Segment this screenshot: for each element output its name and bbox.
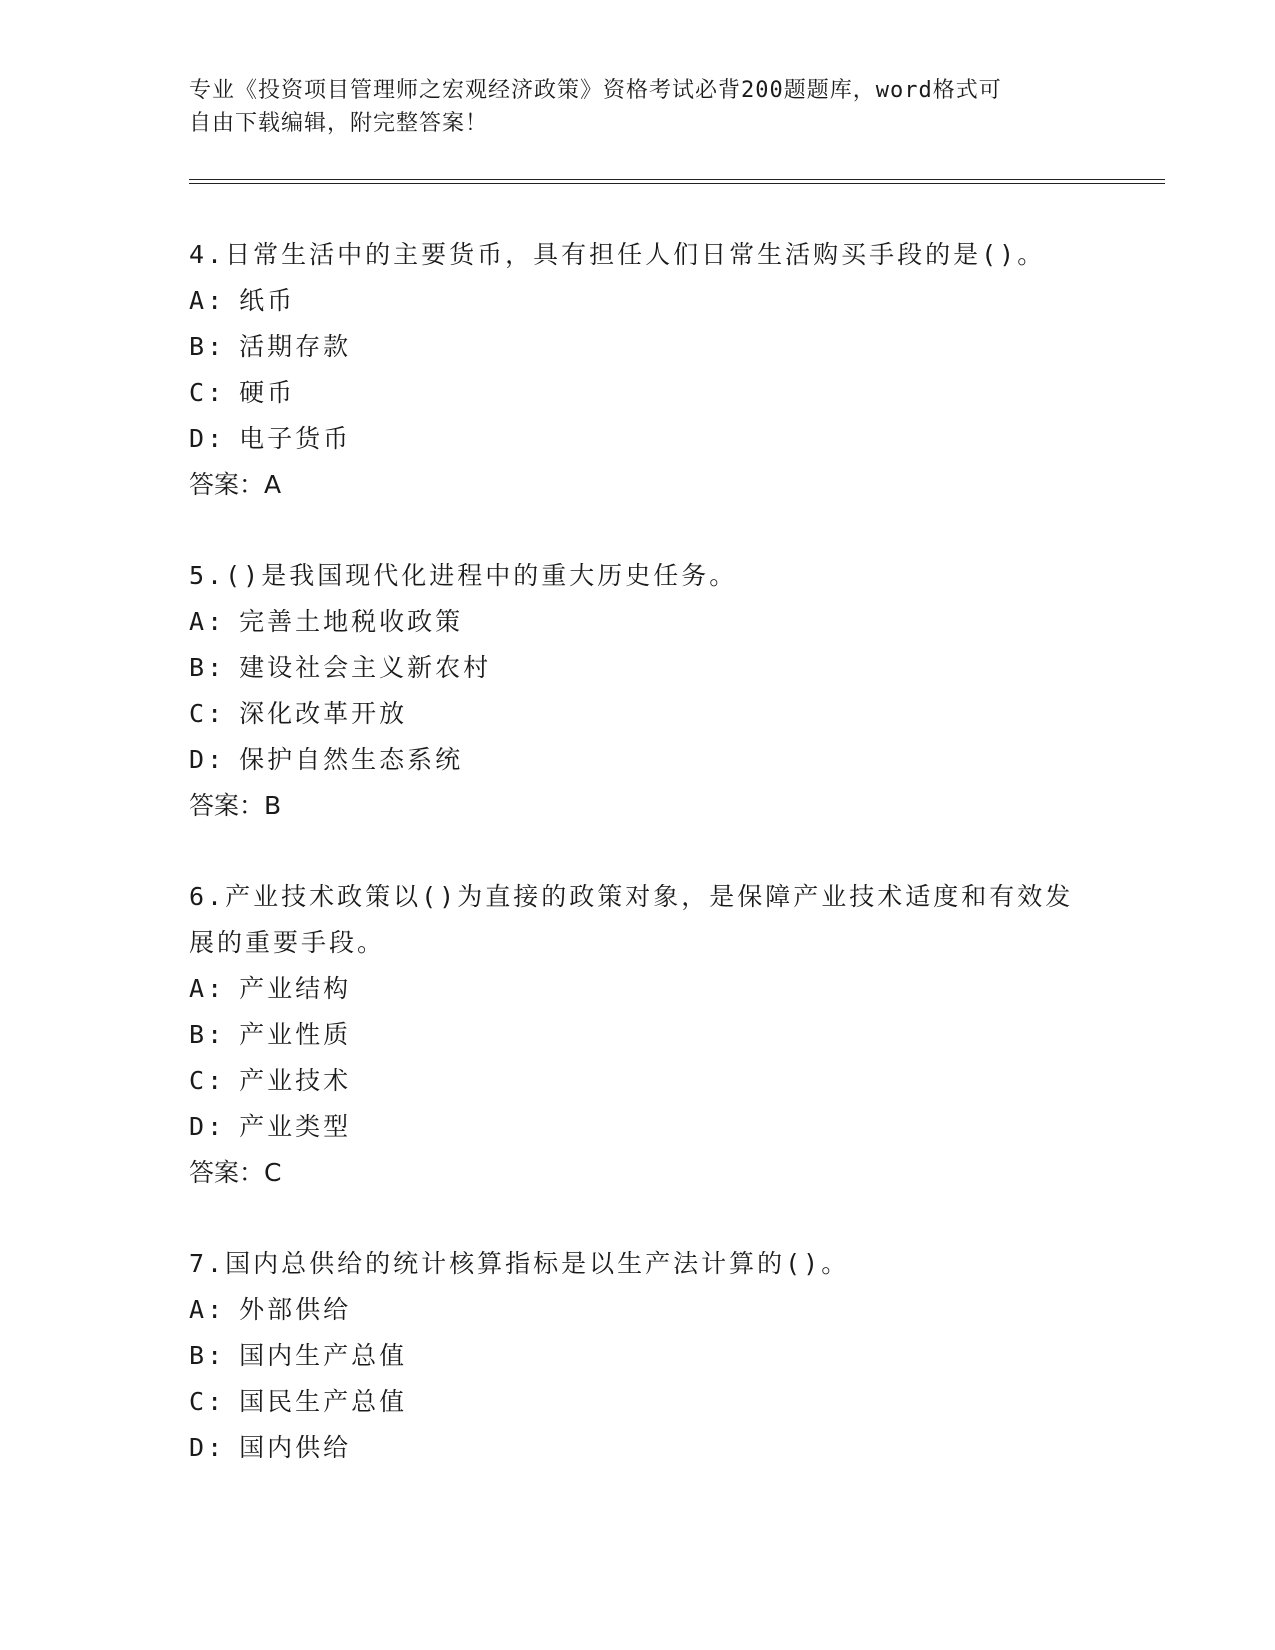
option-a xyxy=(189,1287,1089,1333)
option-text: 国内供给 xyxy=(239,1433,352,1462)
answer-line: 答案：A xyxy=(189,470,282,499)
option-separator: : xyxy=(207,607,226,636)
option-separator: : xyxy=(207,378,226,407)
option-c xyxy=(189,370,1089,416)
option-b xyxy=(189,1012,1089,1058)
document-header xyxy=(189,74,1069,140)
option-text: 国内生产总值 xyxy=(239,1341,408,1370)
option-separator: : xyxy=(207,1433,226,1462)
option-separator: : xyxy=(207,699,226,728)
option-d xyxy=(189,1425,1089,1471)
answer-line: 答案：C xyxy=(189,1158,282,1187)
option-separator: : xyxy=(207,424,226,453)
option-text: 产业技术 xyxy=(239,1066,352,1095)
question-4 xyxy=(189,232,1089,508)
question-7 xyxy=(189,1241,1089,1471)
option-key: B xyxy=(189,653,208,682)
question-stem: 4.日常生活中的主要货币，具有担任人们日常生活购买手段的是()。 xyxy=(189,240,1046,269)
option-text: 国民生产总值 xyxy=(239,1387,408,1416)
question-stem: 6.产业技术政策以()为直接的政策对象，是保障产业技术适度和有效发展的重要手段。 xyxy=(189,882,1074,957)
option-c xyxy=(189,1058,1089,1104)
option-text: 活期存款 xyxy=(239,332,352,361)
option-text: 纸币 xyxy=(239,286,296,315)
option-separator: : xyxy=(207,653,226,682)
option-d xyxy=(189,1104,1089,1150)
option-a xyxy=(189,966,1089,1012)
option-text: 保护自然生态系统 xyxy=(239,745,464,774)
option-a xyxy=(189,278,1089,324)
answer-line: 答案：B xyxy=(189,791,282,820)
option-text: 产业结构 xyxy=(239,974,352,1003)
option-separator: : xyxy=(207,1020,226,1049)
option-separator: : xyxy=(207,745,226,774)
option-separator: : xyxy=(207,1387,226,1416)
option-b xyxy=(189,1333,1089,1379)
option-d xyxy=(189,737,1089,783)
option-key: D xyxy=(189,1433,208,1462)
question-stem: 5.()是我国现代化进程中的重大历史任务。 xyxy=(189,561,738,590)
option-text: 产业性质 xyxy=(239,1020,352,1049)
option-a xyxy=(189,599,1089,645)
option-b xyxy=(189,324,1089,370)
option-text: 硬币 xyxy=(239,378,296,407)
option-key: C xyxy=(189,699,208,728)
option-separator: : xyxy=(207,1112,226,1141)
header-title-line-2: 自由下载编辑，附完整答案！ xyxy=(189,111,489,136)
option-text: 完善土地税收政策 xyxy=(239,607,464,636)
option-separator: : xyxy=(207,1066,226,1095)
option-text: 外部供给 xyxy=(239,1295,352,1324)
option-key: D xyxy=(189,424,208,453)
option-key: A xyxy=(189,1295,208,1324)
question-6 xyxy=(189,874,1089,1196)
option-key: B xyxy=(189,1341,208,1370)
question-5 xyxy=(189,553,1089,829)
option-text: 产业类型 xyxy=(239,1112,352,1141)
option-key: C xyxy=(189,1066,208,1095)
option-key: A xyxy=(189,286,208,315)
option-key: B xyxy=(189,1020,208,1049)
header-double-rule xyxy=(189,179,1165,184)
option-key: D xyxy=(189,1112,208,1141)
option-key: A xyxy=(189,607,208,636)
option-c xyxy=(189,1379,1089,1425)
option-key: C xyxy=(189,1387,208,1416)
question-stem: 7.国内总供给的统计核算指标是以生产法计算的()。 xyxy=(189,1249,850,1278)
option-c xyxy=(189,691,1089,737)
option-d xyxy=(189,416,1089,462)
question-list xyxy=(189,232,1089,1516)
option-key: C xyxy=(189,378,208,407)
option-key: A xyxy=(189,974,208,1003)
option-text: 深化改革开放 xyxy=(239,699,408,728)
header-title-line-1: 专业《投资项目管理师之宏观经济政策》资格考试必背200题题库，word格式可 xyxy=(189,78,1002,103)
option-key: B xyxy=(189,332,208,361)
option-separator: : xyxy=(207,332,226,361)
option-separator: : xyxy=(207,1295,226,1324)
option-text: 建设社会主义新农村 xyxy=(239,653,492,682)
option-text: 电子货币 xyxy=(239,424,352,453)
option-b xyxy=(189,645,1089,691)
option-separator: : xyxy=(207,1341,226,1370)
option-separator: : xyxy=(207,974,226,1003)
option-key: D xyxy=(189,745,208,774)
option-separator: : xyxy=(207,286,226,315)
